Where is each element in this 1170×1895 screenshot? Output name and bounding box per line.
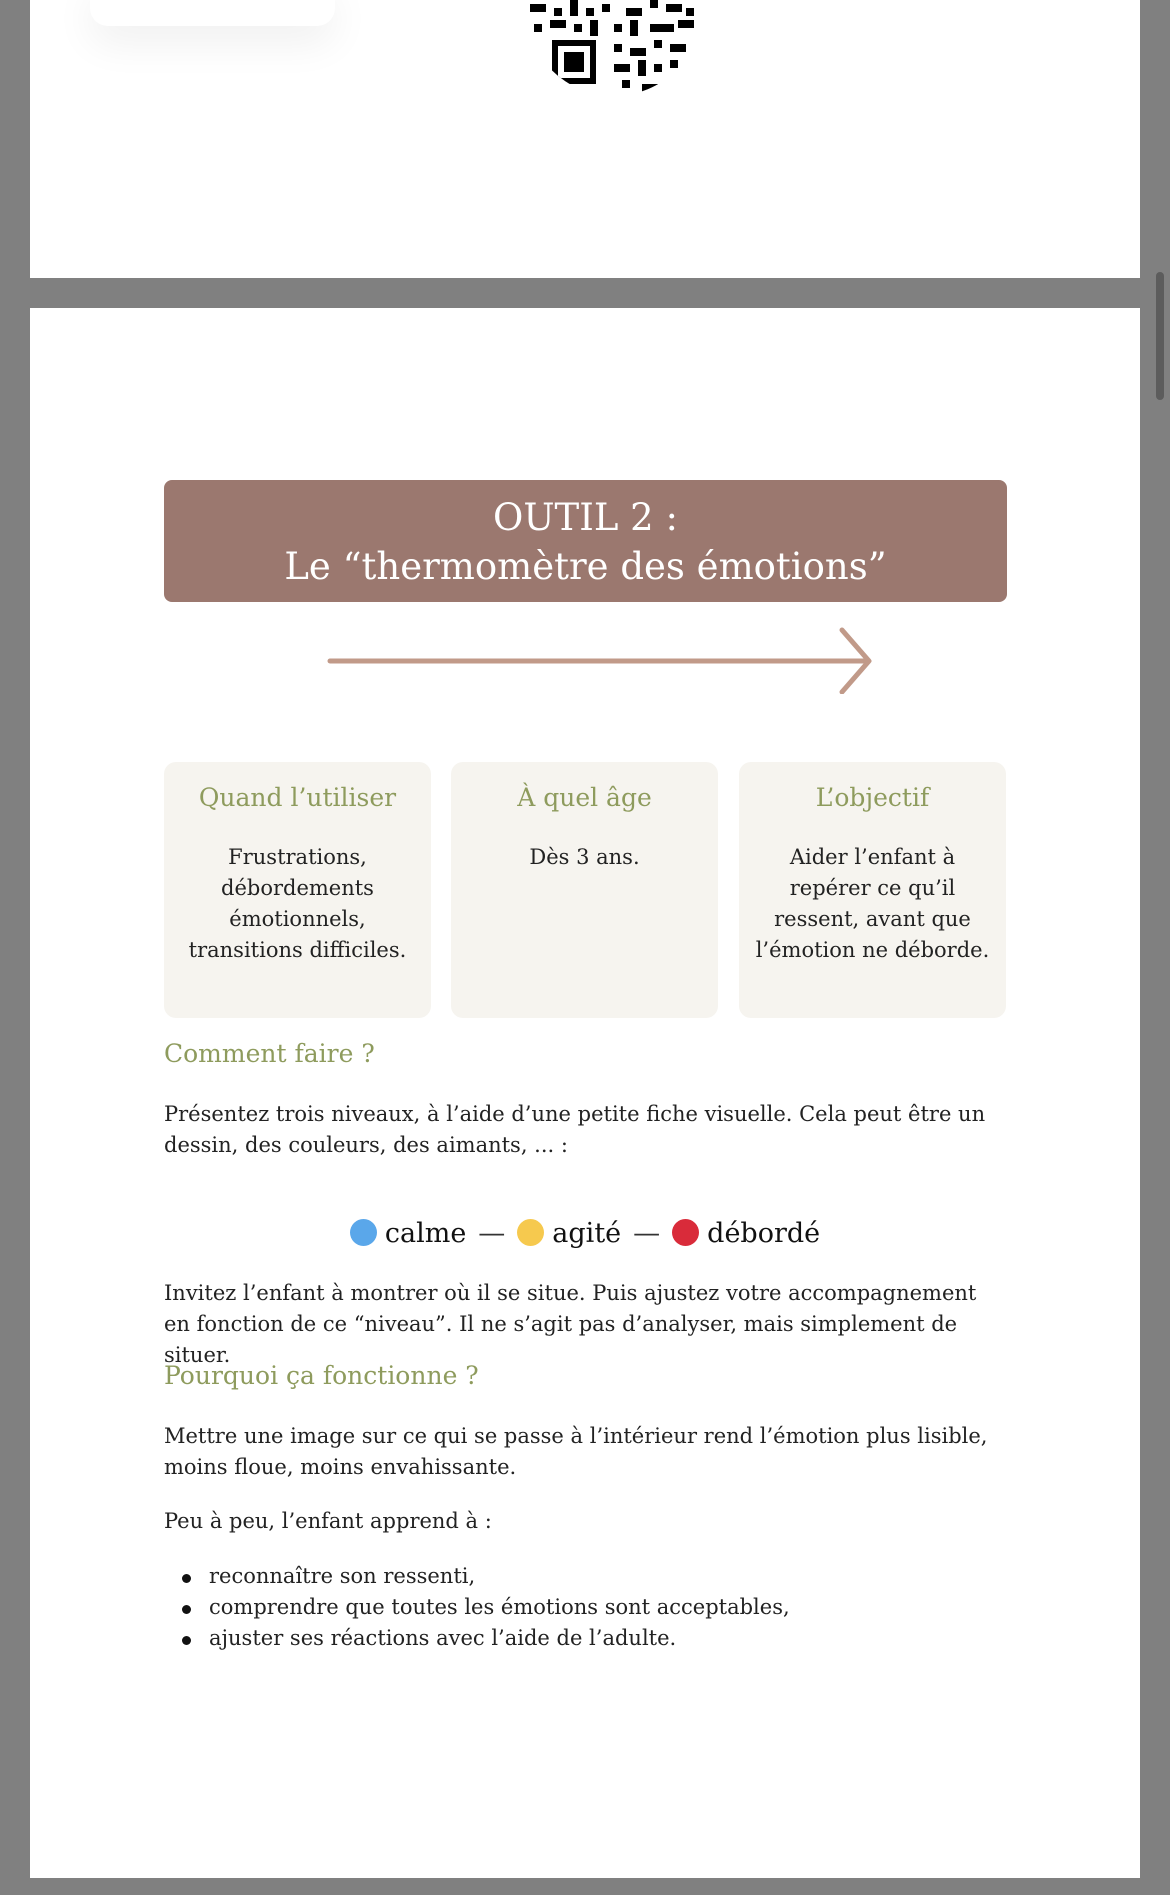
why-list (164, 1561, 1007, 1654)
how-heading: Comment faire ? (164, 1039, 375, 1068)
how-intro: Présentez trois niveaux, à l’aide d’une petite fiche visuelle. Cela peut être un dessin, des couleurs, des aimants, ... : (164, 1102, 986, 1157)
separator: — (633, 1218, 661, 1249)
tool-name: Le “thermomètre des émotions” (284, 545, 887, 588)
tool-title-banner (164, 480, 1007, 602)
scrollbar-thumb[interactable] (1156, 272, 1164, 400)
card-age-title: À quel âge (517, 783, 652, 812)
level-overwhelmed: débordé (672, 1218, 820, 1249)
list-item: comprendre que toutes les émotions sont acceptables, (164, 1592, 1007, 1623)
arrow-right-icon (326, 624, 876, 694)
why-heading: Pourquoi ça fonctionne ? (164, 1361, 479, 1390)
qr-code (526, 0, 702, 96)
card-when-title: Quand l’utiliser (198, 783, 397, 812)
card-goal-text: Aider l’enfant à repérer ce qu’il ressent, avant que l’émotion ne déborde. (755, 845, 990, 962)
card-goal (739, 762, 1006, 1018)
level-calm: calme (350, 1218, 466, 1249)
emotion-levels (30, 1214, 1140, 1254)
blue-circle-icon (350, 1219, 377, 1246)
separator: — (478, 1218, 506, 1249)
tool-page (30, 308, 1140, 1878)
card-age-text: Dès 3 ans. (529, 845, 640, 869)
tool-number: OUTIL 2 : (493, 496, 678, 539)
red-circle-icon (672, 1219, 699, 1246)
list-item: ajuster ses réactions avec l’aide de l’adulte. (164, 1623, 1007, 1654)
card-when (164, 762, 431, 1018)
level-agitated: agité (517, 1218, 621, 1249)
how-follow: Invitez l’enfant à montrer où il se situe. Puis ajustez votre accompagnement en fonction de ce “niveau”. Il ne s’agit pas d’analyser, mais simplement de situer. (164, 1281, 977, 1367)
yellow-circle-icon (517, 1219, 544, 1246)
why-text: Mettre une image sur ce qui se passe à l’intérieur rend l’émotion plus lisible, moins floue, moins envahissante. (164, 1424, 988, 1479)
card-age (451, 762, 718, 1018)
card-goal-title: L’objectif (815, 783, 930, 812)
list-item: reconnaître son ressenti, (164, 1561, 1007, 1592)
why-lead: Peu à peu, l’enfant apprend à : (164, 1509, 492, 1533)
card-when-text: Frustrations, débordements émotionnels, transitions difficiles. (188, 845, 407, 962)
previous-card-bottom (90, 0, 335, 26)
previous-page (30, 0, 1140, 278)
